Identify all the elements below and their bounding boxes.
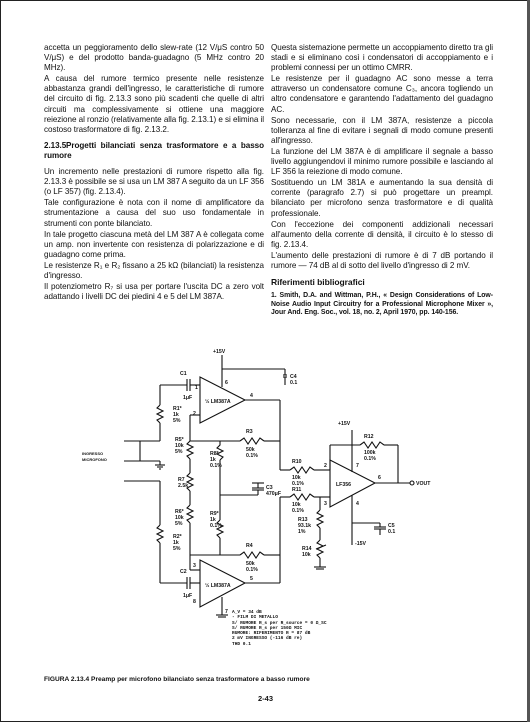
paragraph: Il potenziometro R₇ si usa per portare l'uscita DC a zero volt adattando i livelli DC dei piedini 4 e 5 del LM 387A.	[44, 282, 264, 302]
supply-label: +15V	[338, 421, 351, 427]
gain-network	[175, 400, 281, 583]
note-line: - FILM DI METALLO	[232, 615, 278, 621]
r12-tol: 0.1%	[364, 456, 376, 462]
caption-label: FIGURA 2.13.4	[44, 676, 90, 683]
note-line: A_V = 34 dB	[232, 610, 262, 615]
r9-tol: 0.1%	[210, 523, 222, 529]
c1-label: C1	[180, 371, 187, 377]
resistor-r1	[157, 385, 183, 435]
paragraph: In tale progetto ciascuna metà del LM 387 A è collegata come un amp. non invertente con resistenza di polarizzazione e di guadagno come prima.	[44, 229, 264, 259]
r8-tol: 0.1%	[210, 463, 222, 469]
paragraph: Le resistenze per il guadagno AC sono messe a terra attraverso un condensatore comune C₃, ancora togliendo un altro condensatore e garantendo l'adattamento del guadagno AC.	[271, 74, 493, 114]
svg-text:7: 7	[356, 463, 359, 469]
supply-label: +15V	[213, 349, 226, 355]
svg-text:5: 5	[250, 576, 253, 582]
page-number: 2-43	[258, 694, 274, 703]
note-line: RUMORE: RIFERIMENTO R = 87 dB	[232, 631, 311, 637]
svg-text:8: 8	[193, 599, 196, 605]
svg-text:7: 7	[225, 609, 228, 615]
paragraph: Le resistenze R₁ e R₂ fissano a 25 kΩ (bilanciati) la resistenza d'ingresso.	[44, 260, 264, 280]
r9-label: R9*	[210, 511, 219, 517]
r5-tol: 5%	[175, 449, 183, 455]
r13-label: R13	[298, 517, 308, 523]
svg-text:4: 4	[250, 393, 253, 399]
r6-label: R6*	[175, 509, 184, 515]
c1-value: 1μF	[183, 395, 193, 401]
note-line: S/ RUMORE R_s per 150Ω MIC	[232, 625, 303, 631]
svg-text:2: 2	[324, 463, 327, 469]
r14-value: 10k	[302, 552, 311, 558]
svg-text:2: 2	[193, 411, 196, 417]
note-line: S/ RUMORE R_s per R_source = 0 Ω_SC	[232, 620, 327, 626]
r3-label: R3	[246, 429, 253, 435]
r12-label: R12	[364, 434, 374, 440]
r7-label: R7	[178, 477, 185, 483]
resistor-r2	[157, 525, 183, 583]
r8-value: 1k	[210, 457, 216, 463]
input-connector	[82, 435, 165, 525]
r2-label: R2*	[173, 534, 182, 540]
figure-caption	[44, 676, 310, 683]
r9-value: 1k	[210, 517, 216, 523]
paragraph: L'aumento delle prestazioni di rumore è di 7 dB portando il rumore — 74 dB al di sotto del livello d'ingresso di 2 mV.	[271, 250, 493, 270]
opamp-1	[193, 369, 280, 423]
paragraph: accetta un peggioramento dello slew-rate (12 V/μS contro 50 V/μS) e del prodotto banda-guadagno (5 MHz contro 20 MHz).	[44, 43, 264, 73]
r3-value: 50k	[246, 447, 255, 453]
svg-text:4: 4	[356, 501, 359, 507]
r3-tol: 0.1%	[246, 453, 258, 459]
svg-text:3: 3	[324, 501, 327, 507]
c2-value: 1μF	[183, 593, 193, 599]
schematic-notes	[232, 610, 327, 647]
c2-label: C2	[180, 569, 187, 575]
r12-value: 100k	[364, 450, 376, 456]
r1-label: R1*	[173, 406, 182, 412]
svg-text:6: 6	[225, 380, 228, 386]
references-heading: Riferimenti bibliografici	[271, 277, 365, 288]
section-heading	[44, 141, 264, 161]
svg-text:3: 3	[193, 563, 196, 569]
note-line: 2 mV INGRESSO (-116 dB re)	[232, 636, 303, 642]
r2-value: 1k	[173, 540, 179, 546]
r11-value: 10k	[292, 502, 301, 508]
output-label: VOUT	[416, 481, 431, 487]
left-text-column	[44, 43, 264, 303]
r13-tol: 1%	[298, 529, 306, 535]
capacitor-c2	[160, 569, 200, 599]
r8-label: R8*	[210, 451, 219, 457]
paragraph: Questa sistemazione permette un accoppiamento diretto tra gli stadi e si eliminano così i condensatori di accoppiamento e i problemi connessi per un ottimo CMRR.	[271, 43, 493, 73]
paragraph: Tale configurazione è nota con il nome di amplificatore da strumentazione a causa del suo uso fondamentale in strumenti con ponte bilanciato.	[44, 198, 264, 228]
opamp-label: LF356	[336, 482, 351, 488]
section-number: 2.13.5	[44, 140, 67, 150]
input-label: INGRESSO	[82, 451, 104, 456]
paragraph: A causa del rumore termico presente nelle resistenze abbastanza grandi dell'ingresso, le caratteristiche di rumore del circuito di fig. 2.13.3 sono più scadenti che quelle di altri circuiti ma complessivamente si ottiene una maggiore reiezione al ronzio (relativamente alla fig. 2.13.1) e si elimina il costoso trasformatore di fig. 2.13.2.	[44, 74, 264, 134]
opamp-lf356	[324, 421, 431, 547]
r1-tol: 5%	[173, 418, 181, 424]
r10-label: R10	[292, 459, 302, 465]
r6-value: 10k	[175, 515, 184, 521]
note-line: THD 0.1	[232, 641, 251, 647]
c4-label: C4	[290, 374, 297, 380]
opamp-label: ½ LM387A	[205, 399, 231, 405]
opamp-2	[193, 560, 280, 617]
r14-label: R14	[302, 546, 312, 552]
r5-value: 10k	[175, 443, 184, 449]
paragraph: Sono necessarie, con il LM 387A, resistenze a piccola tolleranza al fine di evitare i segnali di modo comune presenti all'ingresso.	[271, 115, 493, 145]
difference-stage	[280, 441, 330, 569]
paragraph: Sostituendo un LM 381A e aumentando la sua densità di corrente (paragrafo 2.7) si può progettare un preampl. bilanciato per microfono senza trasformatore e di qualità professionale.	[271, 178, 493, 218]
c4-value: 0.1	[290, 380, 298, 386]
r4-value: 50k	[246, 561, 255, 567]
r4-label: R4	[246, 543, 253, 549]
paragraph: Un incremento nelle prestazioni di rumore rispetto alla fig. 2.13.3 è possibile se si usa un LM 387 A seguito da un LF 356 (o LF 357) (fig. 2.13.4).	[44, 167, 264, 197]
r2-tol: 5%	[173, 546, 181, 552]
svg-text:6: 6	[378, 475, 381, 481]
reference-item: 1. Smith, D.A. and Wittman, P.H., « Design Considerations of Low-Noise Audio Input Circuitry for a Professional Microphone Mixer », Jour And. Eng. Soc., vol. 18, no. 2, April 1970, pp. 140-156.	[271, 292, 493, 317]
svg-text:1: 1	[195, 385, 198, 391]
r10-value: 10k	[292, 475, 301, 481]
paragraph: La funzione del LM 387A è di amplificare il segnale a basso livello aggiungendovi il minimo rumore possibile e lasciando al LF 356 la reiezione di modo comune.	[271, 146, 493, 177]
r6-tol: 5%	[175, 521, 183, 527]
c3-label: C3	[266, 485, 273, 491]
input-label: MICROFONO	[82, 457, 107, 462]
r4-tol: 0.1%	[246, 567, 258, 573]
r10-tol: 0.1%	[292, 481, 304, 487]
capacitor-c1	[160, 371, 200, 401]
caption-text: Preamp per microfono bilanciato senza trasformatore a basso rumore	[91, 676, 310, 683]
section-title: Progetti bilanciati senza trasformatore e a basso rumore	[44, 140, 264, 160]
c3-value: 470μF	[266, 491, 281, 497]
r1-value: 1k	[173, 412, 179, 418]
r11-tol: 0.1%	[292, 508, 304, 514]
paragraph: Con l'eccezione dei componenti addizionali necessari all'aumento della corrente di densità, il circuito è lo stesso di fig. 2.13.4.	[271, 219, 493, 249]
r11-label: R11	[292, 487, 302, 493]
r7-value: 2.5k	[178, 483, 189, 489]
right-text-column	[271, 43, 493, 319]
supply-label: -15V	[355, 541, 366, 547]
c5-value: 0.1	[388, 529, 396, 535]
r5-label: R5*	[175, 437, 184, 443]
c5-label: C5	[388, 523, 395, 529]
r13-value: 93.1k	[298, 523, 311, 529]
opamp-label: ½ LM387A	[205, 583, 231, 589]
